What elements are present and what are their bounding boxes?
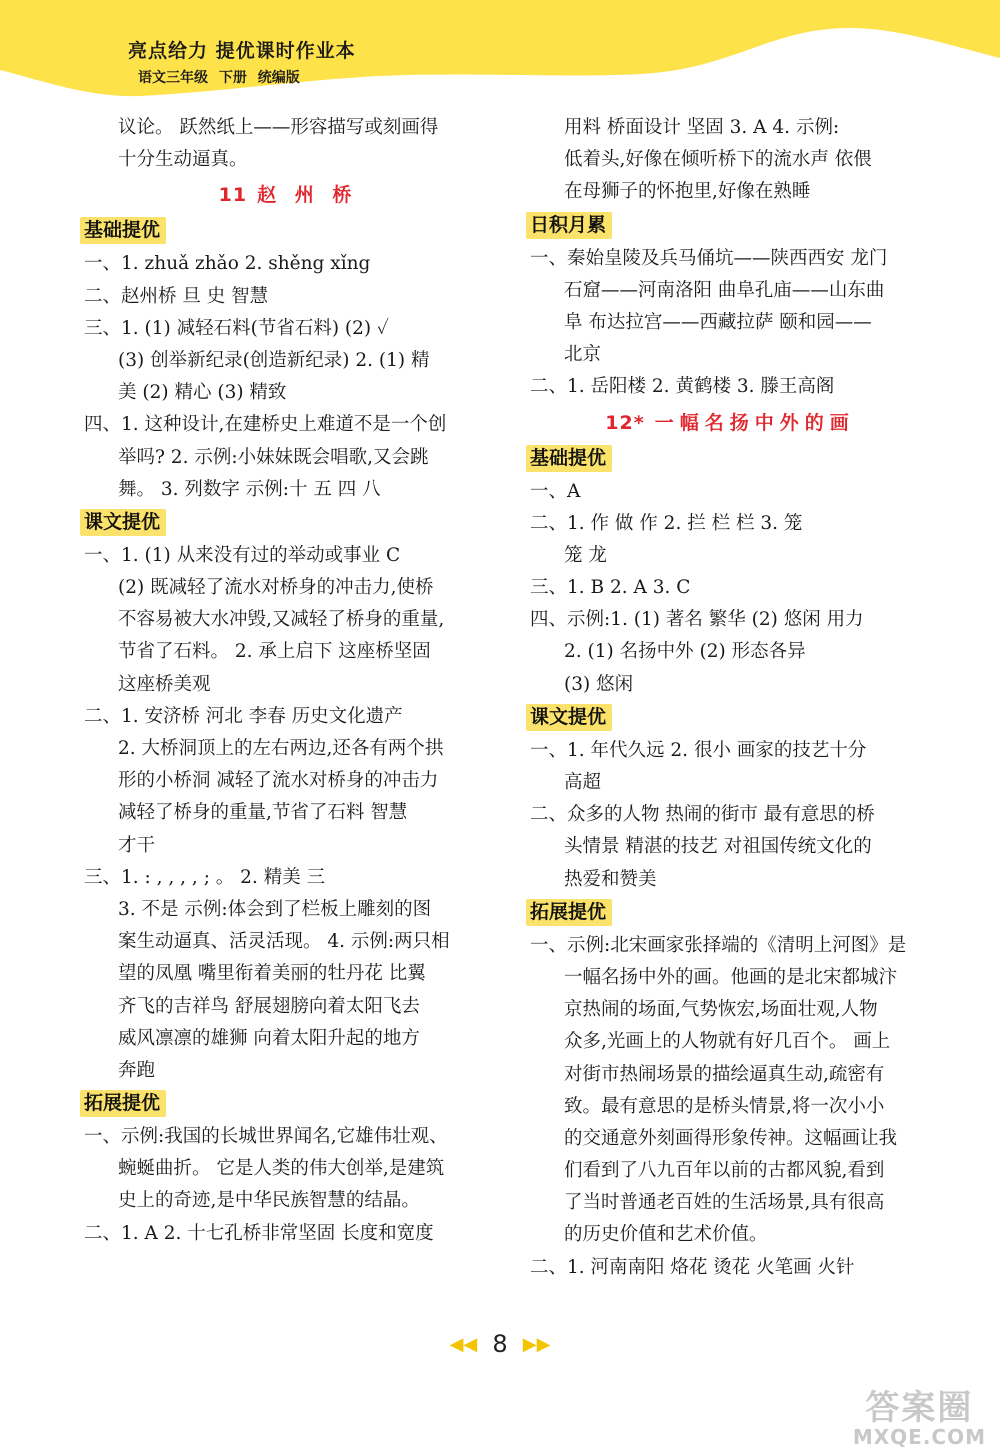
answer-line: 议论。 跃然纸上——形容描写或刻画得 — [118, 117, 439, 138]
section-heading: 基础提优 — [80, 217, 166, 244]
prev-arrow-icon: ◀◀ — [449, 1333, 478, 1355]
answer-line: 高超 — [564, 772, 602, 793]
answer-line: 二、众多的人物 热闹的街市 最有意思的桥 — [530, 804, 875, 826]
answer-line: 不容易被大水冲毁,又减轻了桥身的重量, — [118, 609, 445, 631]
answer-line: 的历史价值和艺术价值。 — [564, 1224, 768, 1246]
section-heading: 拓展提优 — [526, 899, 612, 926]
answer-line: 一、示例:我国的长城世界闻名,它雄伟壮观、 — [84, 1126, 448, 1148]
section-heading-row — [530, 701, 930, 735]
watermark-url: MXQE.COM — [852, 1425, 986, 1449]
answer-line: 3. 不是 示例:体会到了栏板上雕刻的图 — [118, 898, 432, 920]
answer-line: 形的小桥洞 减轻了流水对桥身的冲击力 — [118, 770, 439, 792]
page-header — [128, 36, 356, 87]
lesson-number: 11 — [218, 184, 248, 207]
answer-line: 二、赵州桥 旦 史 智慧 — [84, 285, 269, 307]
lesson-name: 一幅名扬中外的画 — [654, 411, 855, 434]
answer-line: 致。最有意思的是桥头情景,将一次小小 — [564, 1095, 885, 1117]
answer-line: 2. 大桥洞顶上的左右两边,还各有两个拱 — [118, 738, 444, 759]
section-heading: 拓展提优 — [80, 1090, 166, 1117]
answer-line: 三、1. (1) 减轻石料(节省石料) (2) ✓ — [84, 317, 389, 339]
left-column — [84, 112, 492, 1250]
answer-line: 史上的奇迹,是中华民族智慧的结晶。 — [118, 1190, 420, 1212]
section-heading: 基础提优 — [526, 445, 612, 472]
answer-line: 们看到了八九百年以前的古都风貌,看到 — [564, 1160, 885, 1182]
answer-line: 案生动逼真、活灵活现。 4. 示例:两只相 — [118, 931, 450, 953]
answer-line: 三、1. : , , , , ; 。 2. 精美 三 — [84, 866, 326, 888]
answer-line: 一、A — [530, 480, 581, 502]
answer-line: 齐飞的吉祥鸟 舒展翅膀向着太阳飞去 — [118, 995, 420, 1017]
lesson-number: 12* — [605, 411, 645, 434]
answer-line: 的交通意外刻画得形象传神。这幅画让我 — [564, 1127, 898, 1149]
next-arrow-icon: ▶▶ — [522, 1333, 551, 1355]
answer-line: 蜿蜒曲折。 它是人类的伟大创举,是建筑 — [118, 1158, 445, 1180]
answer-line: (3) 创举新纪录(创造新纪录) 2. (1) 精 — [118, 349, 430, 371]
section-heading: 日积月累 — [526, 212, 612, 239]
answer-line: 阜 布达拉宫——西藏拉萨 颐和园—— — [564, 311, 872, 333]
answer-line: 节省了石料。 2. 承上启下 这座桥坚固 — [118, 641, 431, 663]
answer-line: 威风凛凛的雄狮 向着太阳升起的地方 — [118, 1027, 420, 1049]
answer-line: 在母狮子的怀抱里,好像在熟睡 — [564, 181, 811, 203]
page-number: 8 — [492, 1330, 508, 1358]
section-heading: 课文提优 — [80, 509, 166, 536]
right-column — [530, 112, 930, 1284]
answer-line: 才干 — [118, 834, 156, 856]
answer-line: 一、秦始皇陵及兵马俑坑——陕西西安 龙门 — [530, 247, 888, 269]
answer-line: 一、1. (1) 从来没有过的举动或事业 C — [84, 544, 401, 566]
page-footer — [0, 1330, 1000, 1358]
answer-line: (2) 既减轻了流水对桥身的冲击力,使桥 — [118, 577, 434, 599]
lesson-title — [84, 176, 492, 214]
book-title: 亮点给力 提优课时作业本 — [128, 40, 356, 62]
answer-line: 京热闹的场面,气势恢宏,场面壮观,人物 — [564, 999, 878, 1021]
section-heading-row — [530, 896, 930, 930]
answer-line: 头情景 精湛的技艺 对祖国传统文化的 — [564, 836, 872, 858]
answer-line: 举吗? 2. 示例:小妹妹既会唱歌,又会跳 — [118, 446, 429, 468]
answer-line: 二、1. 作 做 作 2. 拦 栏 栏 3. 笼 — [530, 512, 803, 534]
book-subtitle: 语文三年级 下册 统编版 — [138, 70, 300, 86]
answer-line: 石窟——河南洛阳 曲阜孔庙——山东曲 — [564, 279, 885, 301]
section-heading: 课文提优 — [526, 704, 612, 731]
answer-line: 奔跑 — [118, 1059, 156, 1081]
answer-line: (3) 悠闲 — [564, 673, 634, 695]
answer-line: 北京 — [564, 344, 602, 366]
answer-line: 望的凤凰 嘴里衔着美丽的牡丹花 比翼 — [118, 963, 426, 985]
answer-line: 低着头,好像在倾听桥下的流水声 依偎 — [564, 149, 872, 171]
answer-line: 二、1. 河南南阳 烙花 烫花 火笔画 火针 — [530, 1256, 855, 1278]
section-heading-row — [530, 442, 930, 476]
answer-line: 二、1. 安济桥 河北 李春 历史文化遗产 — [84, 705, 403, 727]
lesson-title — [530, 404, 930, 442]
answer-line: 一、1. zhuǎ zhǎo 2. shěng xǐng — [84, 253, 371, 275]
answer-line: 四、示例:1. (1) 著名 繁华 (2) 悠闲 用力 — [530, 609, 864, 631]
section-heading-row — [84, 506, 492, 540]
answer-line: 美 (2) 精心 (3) 精致 — [118, 382, 287, 404]
lesson-name: 赵 州 桥 — [257, 184, 358, 207]
answer-line: 众多,光画上的人物就有好几百个。 画上 — [564, 1031, 891, 1053]
answer-line: 了当时普通老百姓的生活场景,具有很高 — [564, 1192, 885, 1214]
answer-line: 十分生动逼真。 — [118, 149, 248, 171]
answer-line: 舞。 3. 列数字 示例:十 五 四 八 — [118, 478, 381, 500]
section-heading-row — [84, 214, 492, 248]
answer-line: 四、1. 这种设计,在建桥史上难道不是一个创 — [84, 414, 447, 436]
answer-line: 一幅名扬中外的画。他画的是北宋都城汴 — [564, 966, 898, 988]
answer-line: 二、1. 岳阳楼 2. 黄鹤楼 3. 滕王高阁 — [530, 376, 835, 398]
answer-line: 一、示例:北宋画家张择端的《清明上河图》是 — [530, 934, 907, 956]
answer-line: 这座桥美观 — [118, 673, 211, 695]
answer-line: 二、1. A 2. 十七孔桥非常坚固 长度和宽度 — [84, 1222, 434, 1244]
answer-line: 减轻了桥身的重量,节省了石料 智慧 — [118, 802, 408, 824]
section-heading-row — [84, 1087, 492, 1121]
answer-line: 对街市热闹场景的描绘逼真生动,疏密有 — [564, 1063, 885, 1085]
answer-line: 一、1. 年代久远 2. 很小 画家的技艺十分 — [530, 739, 867, 761]
answer-line: 笼 龙 — [564, 544, 607, 566]
watermark-logo — [853, 1380, 986, 1449]
answer-line: 热爱和赞美 — [564, 868, 657, 890]
answer-line: 三、1. B 2. A 3. C — [530, 577, 691, 599]
answer-line: 用料 桥面设计 坚固 3. A 4. 示例: — [564, 117, 840, 138]
answer-line: 2. (1) 名扬中外 (2) 形态各异 — [564, 641, 806, 663]
section-heading-row — [530, 209, 930, 243]
watermark-text: 答案圈 — [865, 1388, 974, 1428]
